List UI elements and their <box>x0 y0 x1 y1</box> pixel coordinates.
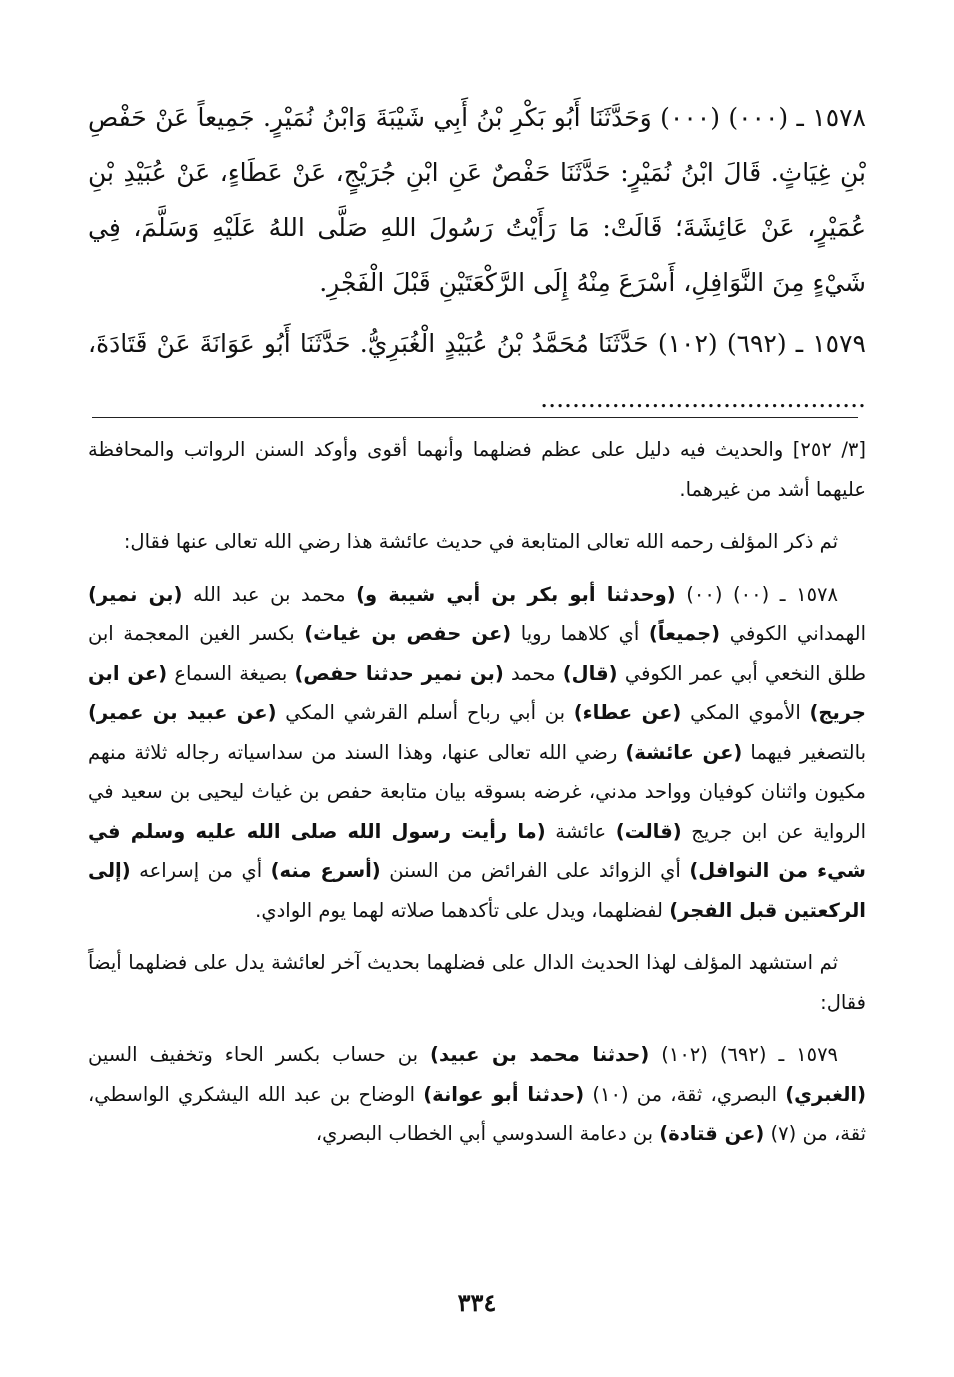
bold-run: (عن عائشة) <box>625 740 743 764</box>
commentary-paragraph-istishhad: ثم استشهد المؤلف لهذا الحديث الدال على فضلهما بحديث آخر لعائشة يدل على فضلهما أيضاً فقال: <box>88 951 866 1014</box>
commentary-paragraph-1578 <box>88 575 866 931</box>
text-run: الأموي المكي <box>681 701 810 724</box>
bold-run: (قال) <box>562 661 618 685</box>
text-run: بن دعامة السدوسي أبي الخطاب البصري، <box>315 1122 660 1145</box>
text-run: محمد بن عبد الله <box>182 582 357 606</box>
text-run: محمد <box>503 661 563 685</box>
commentary-paragraph-1579 <box>88 1035 866 1154</box>
bold-run: (جميعاً) <box>648 622 721 645</box>
commentary-paragraph-intro: [٣/ ٢٥٢] والحديث فيه دليل على عظم فضلهما وأنهما أقوى وأوكد السنن الرواتب والمحافظة عليهما أشد من غيرهما. <box>88 438 866 501</box>
bold-run: (عن حفص بن غياث) <box>304 622 512 645</box>
bold-run: (الغبري) <box>785 1082 867 1106</box>
separator-line <box>92 417 858 418</box>
page-number: ٣٣٤ <box>457 1288 497 1317</box>
commentary-block <box>88 430 866 1167</box>
commentary-paragraph-mutabaa: ثم ذكر المؤلف رحمه الله تعالى المتابعة في حديث عائشة هذا رضي الله تعالى عنها فقال: <box>123 530 838 553</box>
bold-run: (بن نمير حدثنا حفص) <box>294 661 504 685</box>
text-run: عائشة <box>545 819 616 843</box>
text-run: بكسر الغين المعجمة ابن طلق النخعي أبي عمر الكوفي <box>88 622 866 685</box>
bold-run: (أسرع منه) <box>270 859 381 882</box>
text-run: ١٥٧٨ ـ (٠٠) (٠٠) <box>675 582 839 606</box>
bold-run: (وحدثنا أبو بكر بن أبي شيبة و) <box>356 582 676 606</box>
text-run: أي من إسراعه <box>130 859 271 882</box>
bold-run: (قالت) <box>615 819 682 843</box>
bold-run: (عن ابن جريج) <box>88 661 866 724</box>
text-run: لفضلهما، ويدل على تأكدهما صلاته لهما يوم الوادي. <box>255 898 670 922</box>
bold-run: (عن قتادة) <box>659 1122 765 1145</box>
hadith-1579: ١٥٧٩ ـ (٦٩٢) (١٠٢) حَدَّثَنَا مُحَمَّدُ بْنُ عُبَيْدٍ الْغُبَرِيُّ. حَدَّثَنَا أَبُو عَوَانَةَ عَنْ قَتَادَةَ، ......................................... <box>88 329 866 413</box>
text-run: ١٥٧٩ ـ (٦٩٢) (١٠٢) <box>649 1043 839 1066</box>
text-run: بن حساب بكسر الحاء وتخفيف السين <box>88 1043 431 1066</box>
text-run: البصري، ثقة، من (١٠) <box>584 1082 786 1106</box>
hadith-text-block <box>88 90 866 432</box>
text-run: أي الزوائد على الفرائض من السنن <box>380 859 690 882</box>
text-run: الهمداني الكوفي <box>720 622 867 645</box>
text-run: رضي الله تعالى عنها، وهذا السند من سداسياته رجاله ثلاثة منهم مكيون واثنان كوفيان وواحد مدني، غرضه بسوقه بيان متابعة حفص بن غياث ليحيى بن سعيد في الرواية عن ابن جريج <box>88 740 866 843</box>
text-run: بن أبي رباح أسلم القرشي المكي <box>276 701 574 724</box>
text-run: بصيغة السماع <box>167 661 295 685</box>
bold-run: (حدثنا أبو عوانة) <box>423 1082 585 1106</box>
bold-run: (بن نمير) <box>88 582 183 606</box>
text-run: بالتصغير فيهما <box>742 740 866 764</box>
bold-run: (إلى الركعتين قبل الفجر) <box>88 859 866 922</box>
bold-run: (عن عبيد بن عمير) <box>88 701 277 724</box>
bold-run: (ما رأيت رسول الله صلى الله عليه وسلم في شيء من النوافل) <box>88 819 866 882</box>
hadith-1578: ١٥٧٨ ـ (٠٠٠) (٠٠٠) وَحَدَّثَنَا أَبُو بَكْرِ بْنُ أَبِي شَيْبَةَ وَابْنُ نُمَيْرٍ. جَمِيعاً عَنْ حَفْصِ بْنِ غِيَاثٍ. قَالَ ابْنُ نُمَيْرٍ: حَدَّثَنَا حَفْصٌ عَنِ ابْنِ جُرَيْجٍ، عَنْ عَطَاءٍ، عَنْ عُبَيْدِ بْنِ عُمَيْرٍ، عَنْ عَائِشَةَ؛ قَالَتْ: مَا رَأَيْتُ رَسُولَ اللهِ صَلَّى اللهُ عَلَيْهِ وَسَلَّمَ، فِي شَيْءٍ مِنَ النَّوَافِلِ، أَسْرَعَ مِنْهُ إِلَى الرَّكْعَتَيْنِ قَبْلَ الْفَجْرِ. <box>88 103 866 297</box>
text-run: الوضاح بن عبد الله اليشكري الواسطي، ثقة، من (٧) <box>88 1082 866 1145</box>
bold-run: (عن عطاء) <box>573 701 682 724</box>
text-run: أي كلاهما رويا <box>511 622 649 645</box>
bold-run: (حدثنا محمد بن عبيد) <box>430 1043 650 1066</box>
